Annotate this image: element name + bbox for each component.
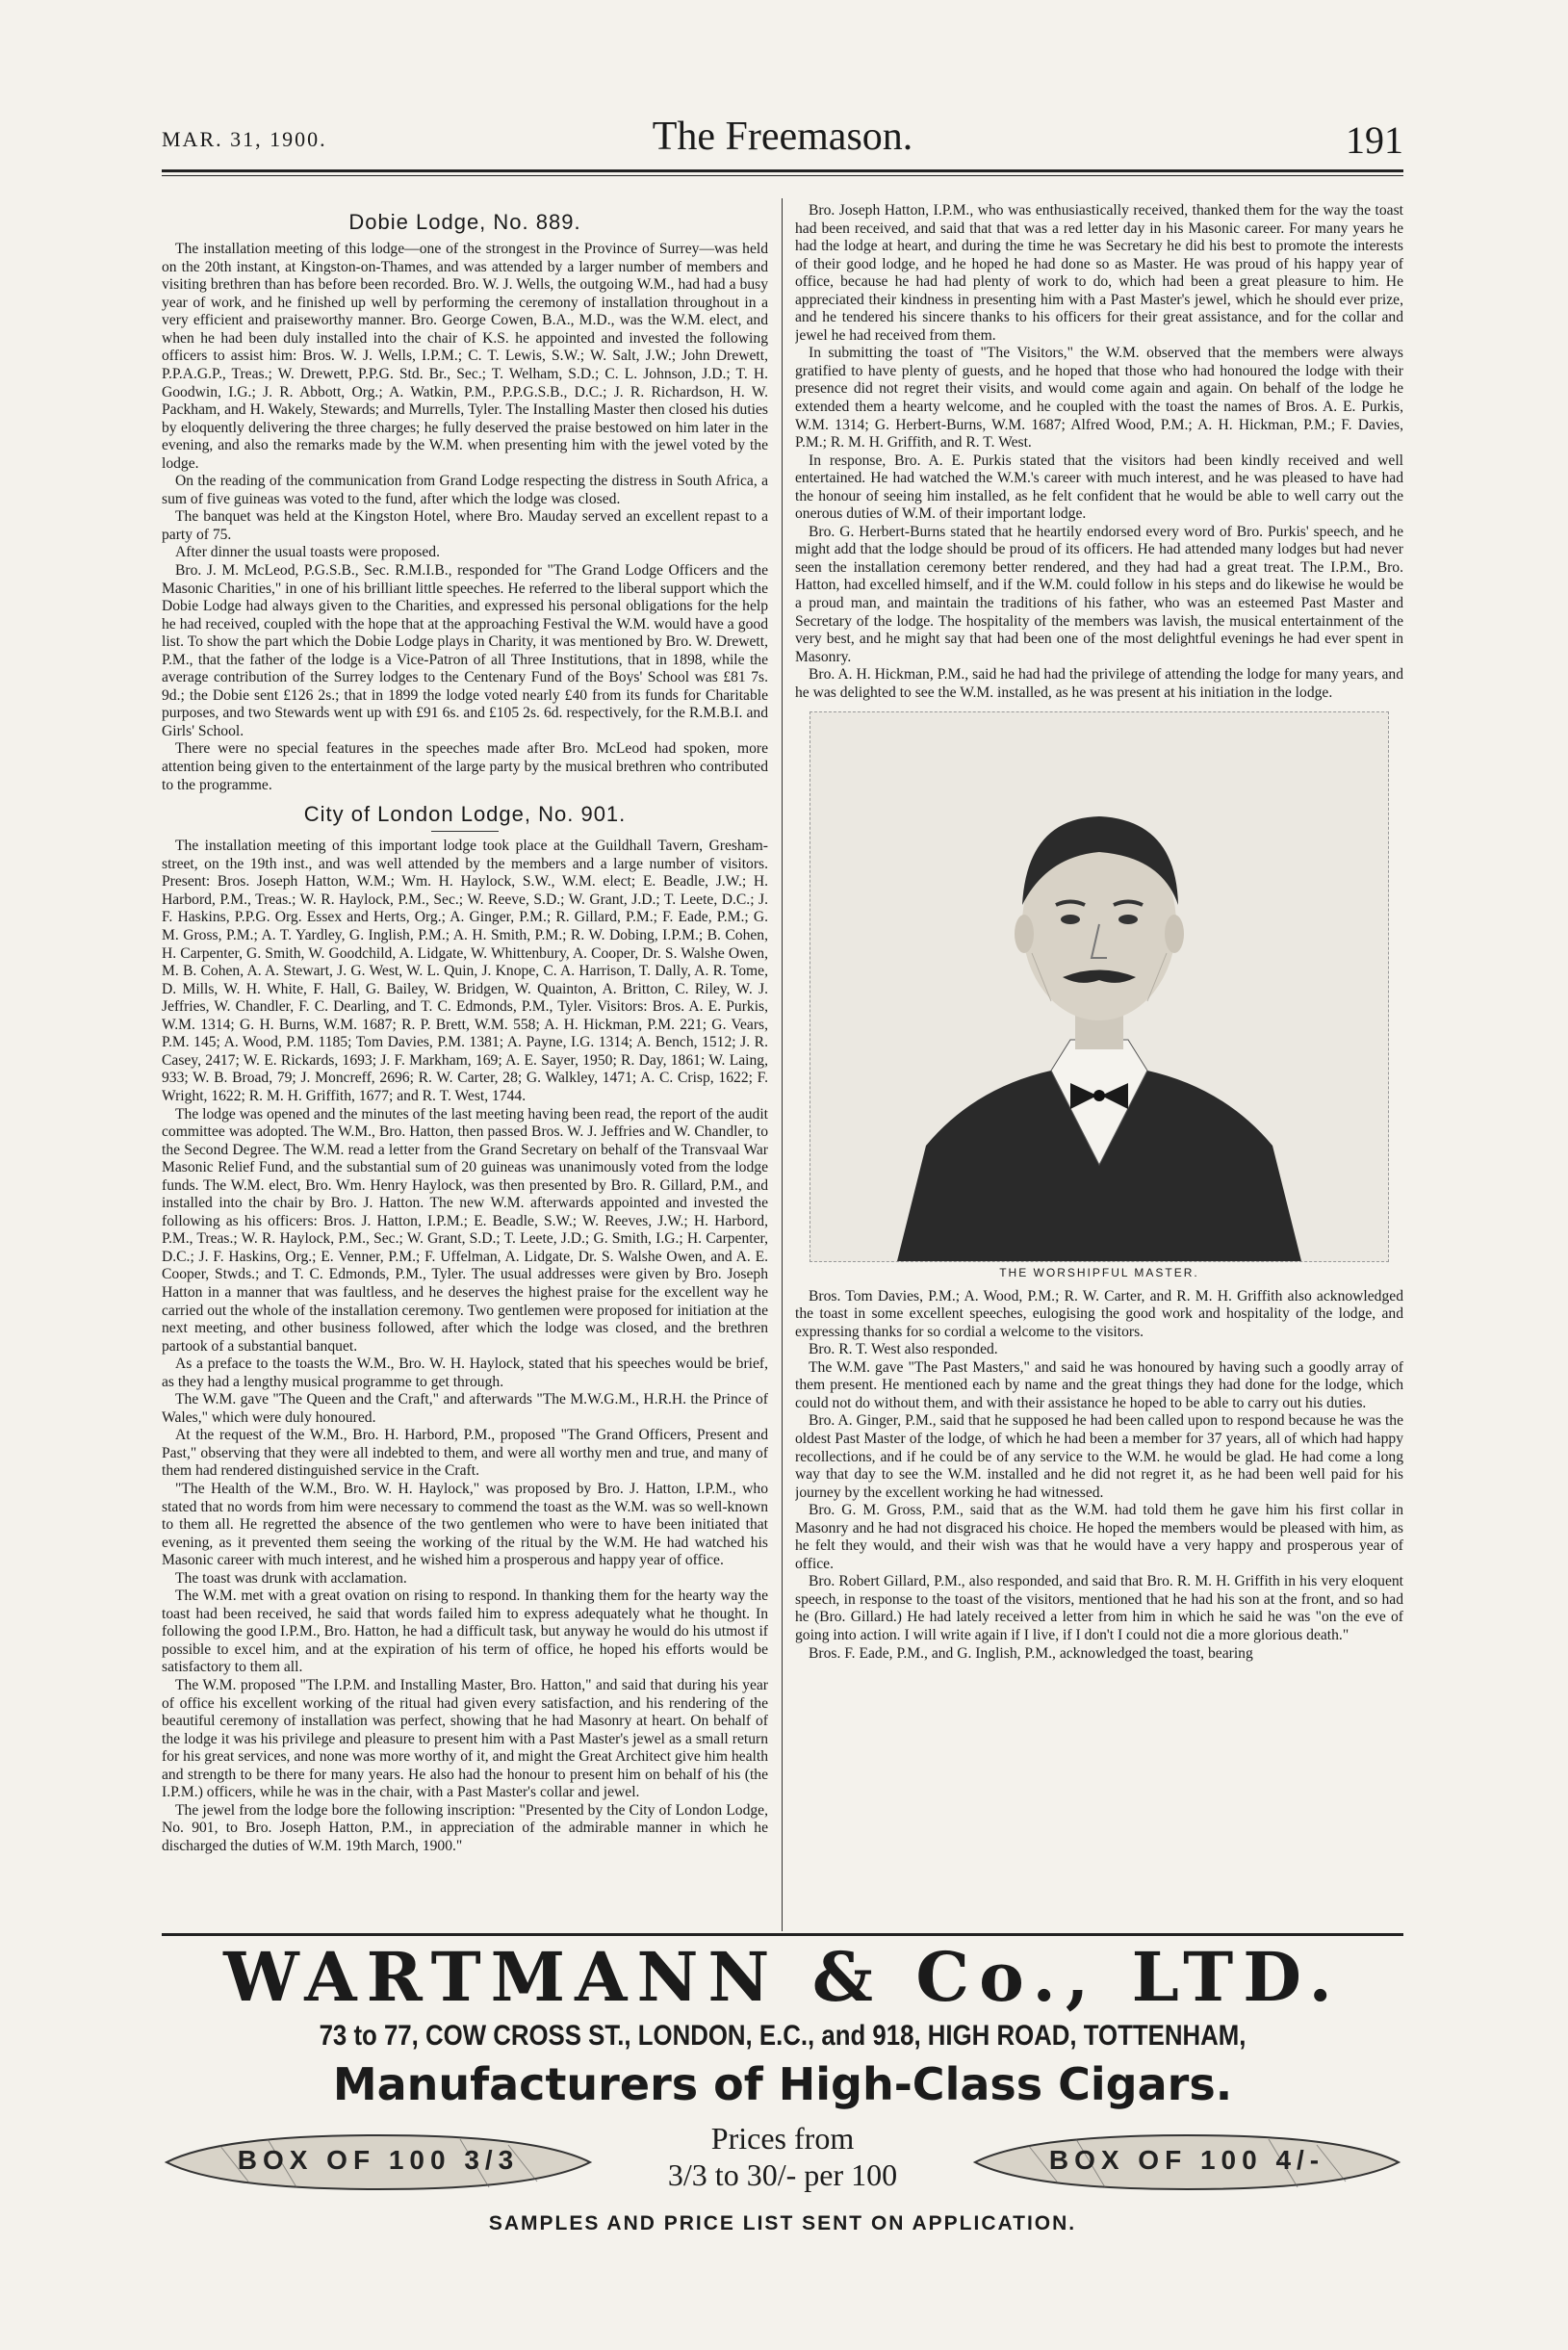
article-paragraph: After dinner the usual toasts were proposed.: [175, 544, 440, 561]
article-paragraph: Bro. G. M. Gross, P.M., said that as the W.M. had told them he gave him his first collar in Masonry and he had not disgraced his choice. He hoped the members would be pleased with him, as he felt they would, and their wish was that he would have a very happy and prosperous year of office.: [795, 1502, 1403, 1572]
article-paragraph: The installation meeting of this lodge—one of the strongest in the Province of Surrey—was held on the 20th instant, at Kingston-on-Thames, and was attended by a larger number of members and visiting brethren than has before been recorded. Bro. W. J. Wells, the outgoing W.M., had had a busy year of work, and he finished up well by performing the ceremony of installation throughout in a very efficient and praiseworthy manner. Bro. George Cowen, B.A., M.D., was the W.M. elect, and when he had been duly installed into the chair of K.S. he appointed and invested the following officers to assist him: Bros. W. J. Wells, I.P.M.; C. T. Lewis, S.W.; W. Salt, J.W.; John Drewett, P.P.A.G.P., Treas.; W. Drewett, P.P.G. Std. Br., Sec.; T. Welham, S.D.; C. L. Johnson, J.D.; T. H. Goodwin, I.G.; J. R. Abbott, Org.; A. Watkin, P.M., P.P.G.S.B., D.C.; J. R. Richardson, H. W. Packham, and H. Wakely, Stewards; and Murrells, Tyler. The Installing Master then closed his duties by eloquently delivering the three charges; he fully deserved the praise bestowed on him later in the evening, and also the remarks made by the W.M. when presenting him with the jewel voted by the lodge.: [162, 241, 768, 472]
header-rule-thick: [162, 169, 1403, 172]
cigar-left-illustration: [162, 2131, 595, 2193]
article-paragraph: In response, Bro. A. E. Purkis stated that the visitors had been kindly received and well entertained. He had watched the W.M.'s career with much interest, and he was pleased to have had the honour of seeing him installed, as he felt confident that he would be able to well carry out the onerous duties of W.M. of their important lodge.: [795, 452, 1403, 523]
dobie-lodge-article: [162, 241, 768, 794]
right-article-bottom: [795, 1288, 1403, 1663]
article-paragraph: The toast was drunk with acclamation.: [175, 1569, 407, 1587]
article-paragraph: The W.M. proposed "The I.P.M. and Installing Master, Bro. Hatton," and said that during his year of office his excellent working of the ritual had given every satisfaction, and his rendering of the beautiful ceremony of installation was perfect, showing that he had Masonry at heart. On behalf of the lodge it was his privilege and pleasure to present him with a Past Master's jewel as a small return for his great services, and none was more worthy of it, and might the Great Architect give him health and strength to be there for many years. He also had the honour to present him on behalf of his (the I.P.M.) officers, while he was in the chair, with a Past Master's collar and jewel.: [162, 1677, 768, 1801]
price-line-2: 3/3 to 30/- per 100: [667, 2157, 898, 2193]
article-paragraph: Bro. A. Ginger, P.M., said that he supposed he had been called upon to respond because he was the oldest Past Master of the lodge, of which he had been a member for 37 years, all of which had happy recollections, and if he could be of any service to the W.M. he would be glad. He had come a long way that day to see the W.M. installed and he did not regret it, as he had been well paid for his journey by the excellent working he had witnessed.: [795, 1412, 1403, 1501]
article-paragraph: The lodge was opened and the minutes of the last meeting having been read, the report of the audit committee was adopted. The W.M., Bro. Hatton, then passed Bros. W. J. Jeffries and W. Chandler, to the Second Degree. The W.M. read a letter from the Grand Secretary on behalf of the Transvaal War Masonic Relief Fund, and the substantial sum of 20 guineas was unanimously voted from the lodge funds. The W.M. elect, Bro. Wm. Henry Haylock, was then presented by Bro. R. Gillard, P.M., and installed into the chair by Bro. J. Hatton. The new W.M. afterwards appointed and invested the following as his officers: Bros. J. Hatton, I.P.M.; E. Beadle, S.W.; W. Reeves, J.W.; H. Harbord, P.M., Treas.; W. R. Haylock, P.M., Sec.; W. Grant, S.D.; T. Leete, J.D.; G. Smith, I.G.; H. Carpenter, D.C.; J. F. Haskins, Org.; E. Venner, P.M.; F. Uffelman, A. Lidgate, Dr. S. Walshe Owen, and A. E. Cooper, Stwds.; and T. C. Edmonds, P.M., Tyler. The usual addresses were given by Bro. Joseph Hatton in a manner that was faultless, and he deserves the highest praise for the excellent way he carried out the whole of the installation ceremony. Two gentlemen were proposed for initiation at the next meeting, and other business followed, after which the lodge was closed, and the brethren partook of a substantial banquet.: [162, 1105, 768, 1355]
article-paragraph: The installation meeting of this important lodge took place at the Guildhall Tavern, Gresham-street, on the 19th inst., and was well attended by the members and a large number of visitors. Present: Bros. Joseph Hatton, W.M.; Wm. H. Haylock, S.W., W.M. elect; E. Beadle, J.W.; H. Harbord, P.M., Treas.; W. R. Haylock, P.M., Sec.; W. Reeve, S.D.; W. Grant, J.D.; T. Leete, D.C.; J. F. Haskins, P.P.G. Org. Essex and Herts, Org.; A. Ginger, P.M.; R. Gillard, P.M.; F. Eade, P.M.; G. M. Gross, P.M.; A. T. Yardley, G. Inglish, P.M.; A. H. Smith, P.M.; R. W. Dobing, I.P.M.; B. Cohen, H. Carpenter, G. Smith, W. Goodchild, A. Lidgate, W. Whittenbury, A. Cooper, Dr. S. Walshe Owen, M. B. Cohen, A. A. Stewart, J. G. West, W. L. Quin, J. Knope, C. A. Harrison, T. Dally, A. R. Tome, D. Mills, W. H. White, F. Hall, G. Bailey, W. Bridgen, W. Quainton, A. Britton, C. Riley, W. J. Jeffries, W. Chandler, F. C. Dearling, and T. C. Edmonds, P.M., Tyler. Visitors: Bros. A. E. Purkis, W.M. 1314; G. H. Burns, W.M. 1687; R. P. Brett, W.M. 558; A. H. Hickman, P.M. 221; G. Vears, P.M. 145; A. Wood, P.M. 1185; Tom Davies, P.M. 1381; A. Payne, I.G. 1314; A. Bench, 1512; J. R. Casey, 2417; W. E. Rickards, 1693; J. F. Markham, 169; A. E. Sayer, 1950; R. Day, 1861; W. Laing, 933; W. B. Broad, 79; J. Moncreff, 2696; R. W. Carter, 28; G. Walkley, 1471; A. C. Crisp, 1622; F. Wright, 1622; R. M. H. Griffith, 1677; and R. T. West, 1744.: [162, 838, 768, 1104]
section-heading-city-of-london: City of London Lodge, No. 901.: [162, 802, 768, 832]
advert-prices: [624, 2120, 941, 2194]
right-column: [795, 202, 1403, 1930]
article-paragraph: At the request of the W.M., Bro. H. Harbord, P.M., proposed "The Grand Officers, Present and Past," observing that they were all indebted to them, and were all worthy men and true, and many of them had rendered distinguished service in the Craft.: [162, 1427, 768, 1480]
header-rule-thin: [162, 175, 1403, 176]
article-paragraph: There were no special features in the speeches made after Bro. McLeod had spoken, more attention being given to the entertainment of the large party by the musical brethren who contributed to the programme.: [162, 740, 768, 793]
page-number: 191: [1346, 118, 1403, 162]
article-paragraph: As a preface to the toasts the W.M., Bro. W. H. Haylock, stated that his speeches would be brief, as they had a lengthy musical programme to get through.: [162, 1356, 768, 1390]
article-paragraph: Bro. Robert Gillard, P.M., also responded, and said that Bro. R. M. H. Griffith in his very eloquent speech, in response to the toast of the visitors, mentioned that he had his son at the front, and so had he (Bro. Gillard.) He had lately received a letter from him in which he said he was "on the eve of going into action. I will write again if I live, if I don't I could not die a more glorious death.": [795, 1573, 1403, 1643]
section-heading-dobie: Dobie Lodge, No. 889.: [348, 210, 581, 234]
page-header: [162, 114, 1403, 162]
article-paragraph: The W.M. met with a great ovation on rising to respond. In thanking them for the hearty way the toast had been received, he said that words failed him to express adequately what he thought. In following the good I.P.M., Bro. Hatton, he had a difficult task, but anyway he would do his utmost if possible to excel him, and at the expiration of his term of office, he hoped his efforts would be satisfactory to them all.: [162, 1588, 768, 1676]
article-paragraph: The jewel from the lodge bore the following inscription: "Presented by the City of London Lodge, No. 901, to Bro. Joseph Hatton, P.M., in appreciation of the admirable manner in which he discharged the duties of W.M. 19th March, 1900.": [162, 1801, 768, 1854]
article-paragraph: Bros. F. Eade, P.M., and G. Inglish, P.M., acknowledged the toast, bearing: [809, 1644, 1253, 1662]
article-paragraph: Bro. A. H. Hickman, P.M., said he had had the privilege of attending the lodge for many years, and he was delighted to see the W.M. installed, as he was present at his initiation in the lodge.: [795, 666, 1403, 701]
cigar-left-label: BOX OF 100 3/3: [237, 2145, 520, 2175]
portrait-illustration: [810, 712, 1388, 1261]
portrait-caption: THE WORSHIPFUL MASTER.: [999, 1266, 1199, 1280]
left-column: [162, 202, 768, 1930]
right-article-top: [795, 202, 1403, 702]
article-paragraph: The W.M. gave "The Past Masters," and said he was honoured by having such a goodly array of them present. He mentioned each by name and the great things they had done for the lodge, which could not do without them, and with their assistance he hoped to be able to carry out his duties.: [795, 1358, 1403, 1411]
article-paragraph: Bro. J. M. McLeod, P.G.S.B., Sec. R.M.I.B., responded for "The Grand Lodge Officers and the Masonic Charities," in one of his brilliant little speeches. He referred to the liberal support which the Dobie Lodge had always given to the Charities, and expressed his personal obligations for the help he had received, coupled with the hope that at the approaching Festival the W.M. would have a good list. To show the part which the Dobie Lodge plays in Charity, it was mentioned by Bro. W. Drewett, P.M., that the father of the lodge is a Vice-Patron of all Three Institutions, that in 1898, while the average contribution of the Surrey lodges to the Centenary Fund of the Boys' School was £81 7s. 9d.; the Dobie sent £126 2s.; that in 1899 the lodge voted nearly £40 from its funds for Charitable purposes, and two Stewards went up with £91 6s. and £105 2s. 6d. respectively, for the R.M.B.I. and Girls' School.: [162, 562, 768, 739]
cigar-right-label: BOX OF 100 4/-: [1048, 2145, 1325, 2175]
cigar-right-illustration: [970, 2131, 1403, 2193]
article-paragraph: Bro. Joseph Hatton, I.P.M., who was enthusiastically received, thanked them for the way the toast had been received, and said that that was a red letter day in his Masonic career. For many years he had the lodge at heart, and during the time he was Secretary he did his best to promote the interests of their good lodge, and he hoped he had done so as Master. He was proud of his happy year of office, because he had had plenty of work to do, which had been a great pleasure to him. He appreciated their kindness in presenting him with a Past Master's jewel, which he should ever prize, and he tendered his sincere thanks to his officers for their great assistance, and for the collar and jewel he had received from them.: [795, 202, 1403, 344]
advert-tagline: Manufacturers of High-Class Cigars.: [332, 2058, 1233, 2110]
advert-price-row: [162, 2114, 1403, 2210]
article-paragraph: The banquet was held at the Kingston Hotel, where Bro. Mauday served an excellent repast to a party of 75.: [162, 508, 768, 543]
advert-address: 73 to 77, COW CROSS ST., LONDON, E.C., and 918, HIGH ROAD, TOTTENHAM,: [319, 2020, 1247, 2052]
city-of-london-article: [162, 838, 768, 1855]
article-paragraph: The W.M. gave "The Queen and the Craft," and afterwards "The M.W.G.M., H.R.H. the Prince of Wales," which were duly honoured.: [162, 1391, 768, 1426]
article-paragraph: Bro. G. Herbert-Burns stated that he heartily endorsed every word of Bro. Purkis' speech, and he might add that the lodge should be proud of its officers. He had attended many lodges but had never seen the installation ceremony better rendered, and they had had a great treat. The I.P.M., Bro. Hatton, had excelled himself, and if the W.M. could follow in his steps and do likewise he would be a proud man, and maintain the traditions of his father, who was an esteemed Past Master and Secretary of the lodge. The hospitality of the members was lavish, the musical entertainment of the very best, and he might say that had been one of the most delightful evenings he had ever spent in Masonry.: [795, 523, 1403, 665]
article-paragraph: In submitting the toast of "The Visitors," the W.M. observed that the members were always gratified to have plenty of guests, and he hoped that those who had honoured the lodge with their presence did not regret their visits, and would come again and again. On behalf of the lodge he extended them a hearty welcome, and he coupled with the toast the names of Bros. A. E. Purkis, W.M. 1314; G. Herbert-Burns, W.M. 1687; Alfred Wood, P.M.; A. H. Hickman, P.M.; F. Davies, P.M.; R. M. H. Griffith, and R. T. West.: [795, 345, 1403, 452]
advert-footer: SAMPLES AND PRICE LIST SENT ON APPLICATION.: [488, 2212, 1077, 2234]
article-paragraph: Bros. Tom Davies, P.M.; A. Wood, P.M.; R. W. Carter, and R. M. H. Griffith also acknowledged the toast in some excellent speeches, eulogising the good work and hospitality of the lodge, and expressing thanks for so cordial a welcome to the visitors.: [795, 1287, 1403, 1340]
article-paragraph: On the reading of the communication from Grand Lodge respecting the distress in South Africa, a sum of five guineas was voted to the fund, after which the lodge was closed.: [162, 473, 768, 507]
article-paragraph: "The Health of the W.M., Bro. W. H. Haylock," was proposed by Bro. J. Hatton, I.P.M., who stated that no words from him were necessary to commend the toast as the W.M. was so well-known to them all. He regretted the absence of the two gentlemen who were to have been initiated that evening, as it prevented them seeing the working of the ritual by the W.M. He had watched his Masonic career with much interest, and he wished him a prosperous and happy year of office.: [162, 1480, 768, 1569]
advert-firm-name: WARTMANN & Co., LTD.: [223, 1937, 1342, 2017]
cigar-advertisement: [162, 1935, 1403, 2234]
portrait-engraving: [810, 711, 1389, 1262]
issue-date: MAR. 31, 1900.: [162, 127, 327, 151]
article-paragraph: Bro. R. T. West also responded.: [809, 1341, 998, 1358]
column-divider: [782, 198, 783, 1931]
masthead-title: The Freemason.: [652, 115, 913, 159]
price-line-1: Prices from: [710, 2121, 855, 2156]
